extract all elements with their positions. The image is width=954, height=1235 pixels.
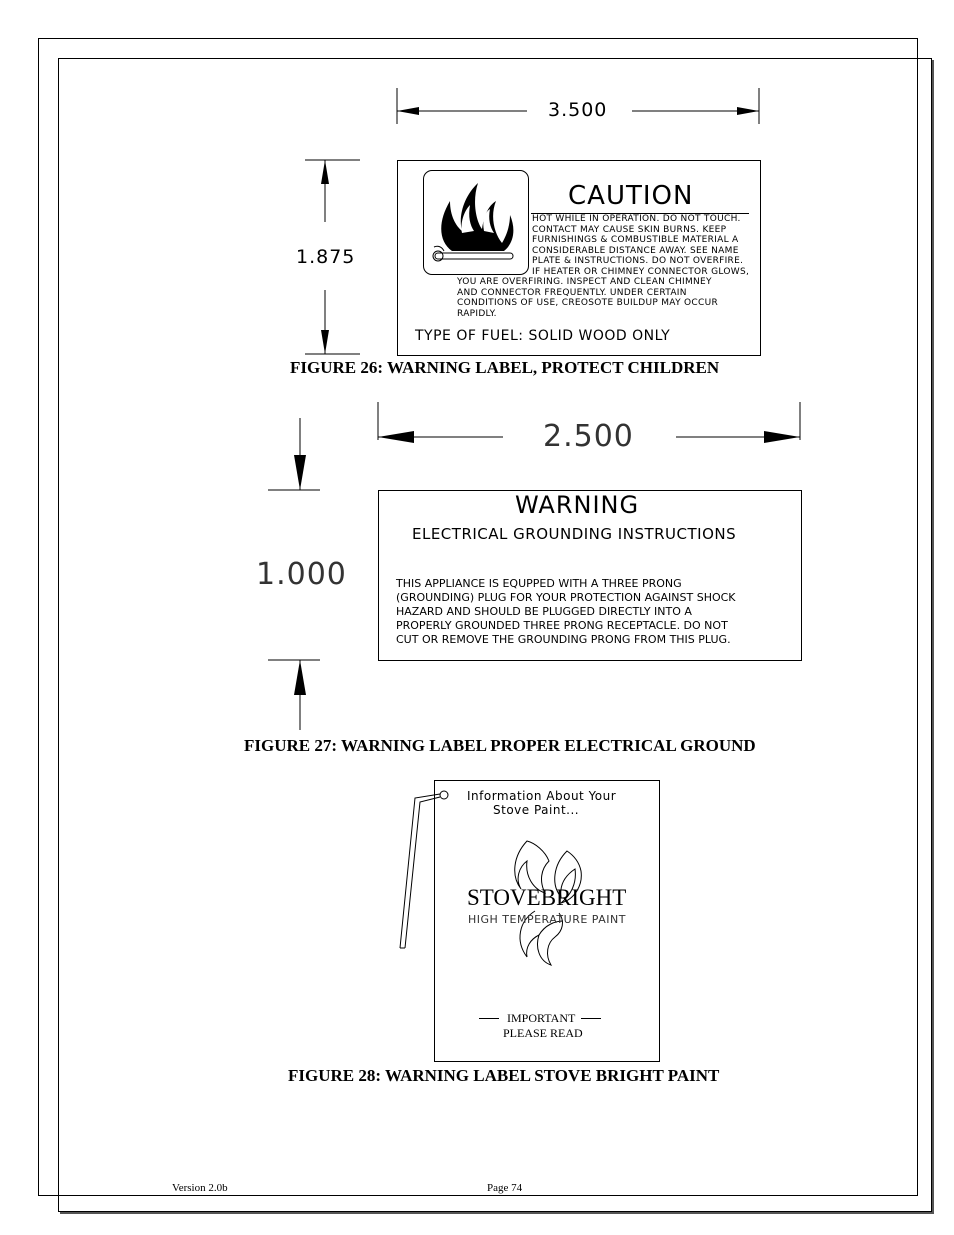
caution-line: AND CONNECTOR FREQUENTLY. UNDER CERTAIN [457,287,687,298]
figure27-height-dimension: 1.000 [256,557,347,592]
caution-line: IF HEATER OR CHIMNEY CONNECTOR GLOWS, [532,266,750,277]
tag-info-line1: Information About Your [467,789,617,803]
tag-product: HIGH TEMPERATURE PAINT [468,913,626,926]
caution-line: FURNISHINGS & COMBUSTIBLE MATERIAL A [532,235,739,245]
stovebright-tag [434,780,660,1062]
footer-page-number: Page 74 [487,1182,523,1194]
warning-line: CUT OR REMOVE THE GROUNDING PRONG FROM THIS PLUG. [396,633,731,646]
caution-line: CONTACT MAY CAUSE SKIN BURNS. KEEP [532,224,727,235]
figure28-caption: FIGURE 28: WARNING LABEL STOVE BRIGHT PAINT [288,1066,720,1085]
figure26-width-dimension: 3.500 [548,99,608,121]
warning-subtitle: ELECTRICAL GROUNDING INSTRUCTIONS [412,525,737,543]
caution-line: CONSIDERABLE DISTANCE AWAY. SEE NAME [532,245,739,256]
figure26-height-dimension: 1.875 [296,246,356,268]
caution-title: CAUTION [568,181,694,211]
caution-line: RAPIDLY. [457,308,497,319]
caution-line: HOT WHILE IN OPERATION. DO NOT TOUCH. [532,214,741,224]
caution-line: PLATE & INSTRUCTIONS. DO NOT OVERFIRE. [532,256,744,266]
figure27-caption: FIGURE 27: WARNING LABEL PROPER ELECTRICAL GROUND [244,736,756,755]
tag-brand: STOVEBRIGHT [467,885,627,910]
fuel-type-text: TYPE OF FUEL: SOLID WOOD ONLY [415,328,671,344]
footer-version: Version 2.0b [172,1182,228,1194]
tag-please-read: PLEASE READ [503,1026,583,1040]
tag-info-line2: Stove Paint... [493,803,580,817]
tag-important: IMPORTANT [507,1011,576,1025]
warning-title: WARNING [515,491,640,519]
warning-line: HAZARD AND SHOULD BE PLUGGED DIRECTLY INTO A [396,605,692,618]
figure26-caption: FIGURE 26: WARNING LABEL, PROTECT CHILDREN [290,358,720,377]
important-rule-left [479,1018,499,1019]
caution-line: CONDITIONS OF USE, CREOSOTE BUILDUP MAY OCCUR [457,298,719,308]
warning-line: PROPERLY GROUNDED THREE PRONG RECEPTACLE. DO NOT [396,619,728,632]
warning-line: (GROUNDING) PLUG FOR YOUR PROTECTION AGAINST SHOCK [396,591,736,604]
caution-line: YOU ARE OVERFIRING. INSPECT AND CLEAN CHIMNEY [457,277,712,287]
warning-line: THIS APPLIANCE IS EQUPPED WITH A THREE PRONG [396,577,682,590]
important-rule-right [581,1018,601,1019]
figure27-width-dimension: 2.500 [543,419,634,454]
